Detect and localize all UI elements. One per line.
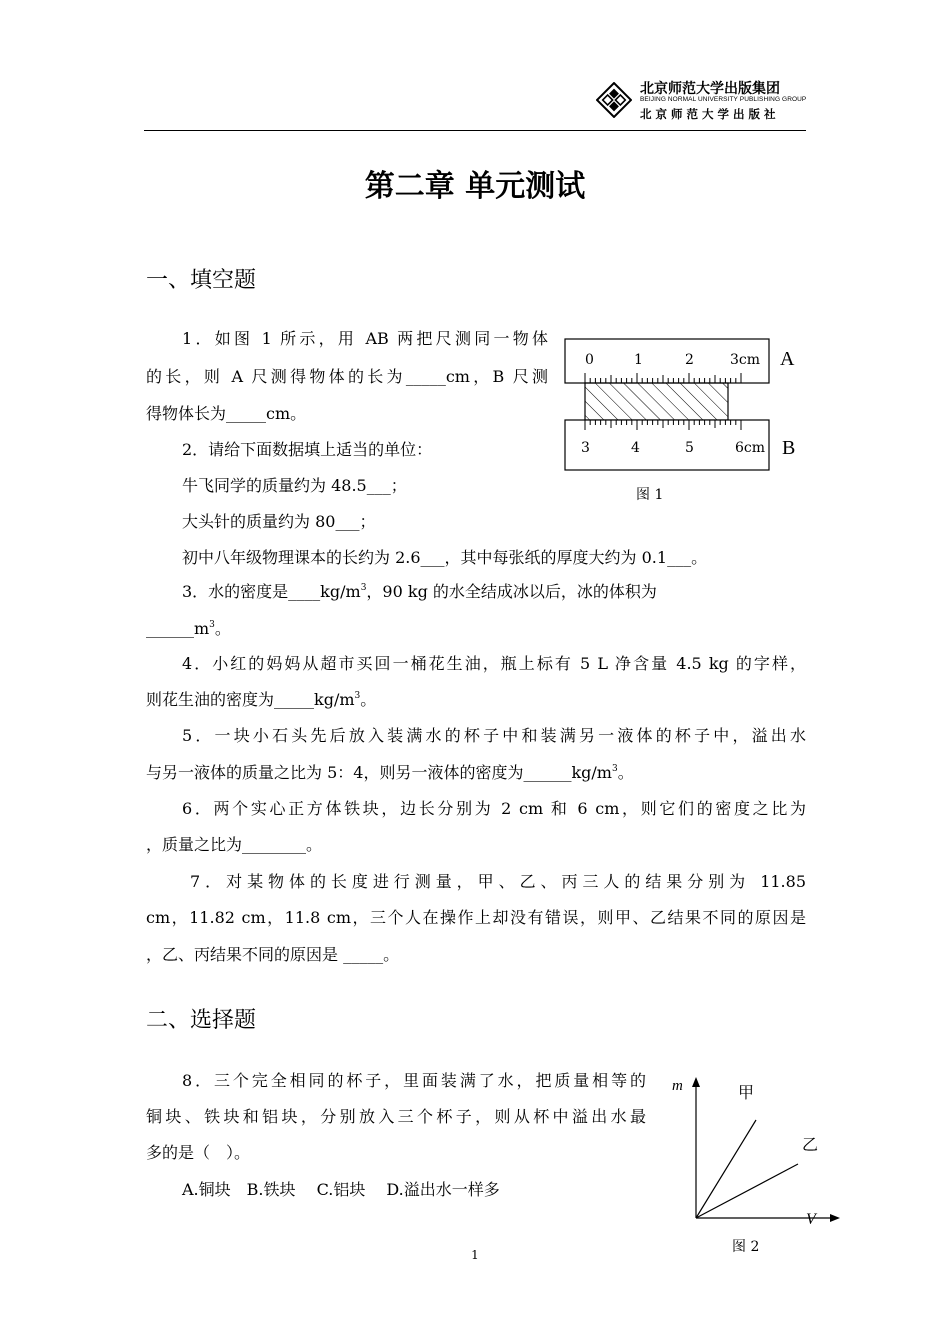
q3-line2: $\_\_\_\_\_\_m^3$。 [146, 619, 231, 638]
y-axis-label: m [672, 1078, 683, 1094]
q8-line2: 铜块、铁块和铝块，分别放入三个杯子，则从杯中溢出水最 [146, 1107, 646, 1126]
figure-1-rulers [560, 334, 810, 474]
x-axis-label: V [806, 1211, 816, 1228]
q1-line2: 的长，则 A 尺测得物体的长为_____cm，B 尺测 [146, 367, 548, 386]
q7-line2: cm，11.82 cm，11.8 cm，三个人在操作上却没有错误，则甲、乙结果不同的原因是 [146, 908, 806, 927]
q2-line4: 初中八年级物理课本的长约为 2.6___，其中每张纸的厚度大约为 0.1___。 [182, 548, 708, 567]
ruler-a-tick-label: 2 [685, 352, 694, 368]
ruler-b-tick-label: 5 [685, 440, 694, 456]
q5-line2: 与另一液体的质量之比为 5：4，则另一液体的密度为$\_\_\_\_\_\_kg/m^3$。 [146, 763, 634, 782]
q7-line3: ，乙、丙结果不同的原因是 _____。 [146, 945, 400, 964]
line-jia-label: 甲 [738, 1083, 755, 1102]
section-choice-heading: 二、选择题 [146, 1008, 257, 1033]
ruler-b-tick-label: 3 [581, 440, 590, 456]
line-jia [696, 1120, 756, 1218]
measured-object [585, 383, 728, 420]
figure-2-graph [666, 1072, 850, 1236]
q4-line1: 4．小红的妈妈从超市买回一桶花生油，瓶上标有 5 L 净含量 4.5 kg 的字样， [182, 654, 806, 673]
ruler-a-tick-label: 0 [585, 352, 594, 368]
publisher-logo-icon [596, 82, 632, 118]
y-axis-arrow-icon [692, 1077, 700, 1087]
q1-line3: 得物体长为_____cm。 [146, 404, 307, 423]
q8-line3: 多的是（ ）。 [146, 1143, 251, 1162]
q8-line1: 8．三个完全相同的杯子，里面装满了水，把质量相等的 [182, 1071, 646, 1090]
page-number: 1 [471, 1248, 479, 1262]
publisher-name-cn: 北京师范大学出版集团 [640, 81, 780, 97]
q1-line1: 1．如图 1 所示，用 AB 两把尺测同一物体 [182, 329, 548, 348]
ruler-b-tick-label: 4 [631, 440, 640, 456]
q8-options: A.铜块 B.铁块 C.铝块 D.溢出水一样多 [182, 1180, 500, 1199]
q3-line1: 3．水的密度是$\_\_\_\_kg/m^3$，90 kg 的水全结成冰以后，冰的体积为 [182, 582, 657, 601]
line-yi-label: 乙 [802, 1135, 819, 1154]
ruler-b-label: B [782, 437, 796, 459]
q2-line1: 2．请给下面数据填上适当的单位： [182, 440, 433, 459]
q5-line1: 5．一块小石头先后放入装满水的杯子中和装满另一液体的杯子中，溢出水 [182, 726, 806, 745]
figure-2-caption: 图 2 [732, 1239, 760, 1255]
ruler-a-tick-label: 1 [634, 352, 643, 368]
header-rule [144, 130, 806, 131]
page-title: 第二章 单元测试 [364, 169, 586, 204]
line-yi [696, 1164, 798, 1218]
q2-line3: 大头针的质量约为 80___； [182, 512, 376, 531]
section-fill-heading: 一、填空题 [146, 268, 257, 293]
publisher-subname-cn: 北京师范大学出版社 [640, 107, 780, 121]
ruler-a-tick-label: 3cm [730, 352, 761, 368]
q4-line2: 则花生油的密度为$\_\_\_\_\_kg/m^3$。 [146, 690, 377, 709]
q6-line2: ，质量之比为________。 [146, 835, 323, 854]
figure-1-caption: 图 1 [636, 487, 664, 503]
q6-line1: 6．两个实心正方体铁块，边长分别为 2 cm 和 6 cm，则它们的密度之比为 [182, 799, 806, 818]
publisher-name-en: BEIJING NORMAL UNIVERSITY PUBLISHING GROUP [640, 96, 807, 103]
q7-line1: 7．对某物体的长度进行测量，甲、乙、丙三人的结果分别为 11.85 [190, 872, 806, 891]
x-axis-arrow-icon [830, 1214, 840, 1222]
ruler-a-label: A [780, 348, 795, 370]
ruler-b-tick-label: 6cm [735, 440, 766, 456]
q2-line2: 牛飞同学的质量约为 48.5___； [182, 476, 407, 495]
